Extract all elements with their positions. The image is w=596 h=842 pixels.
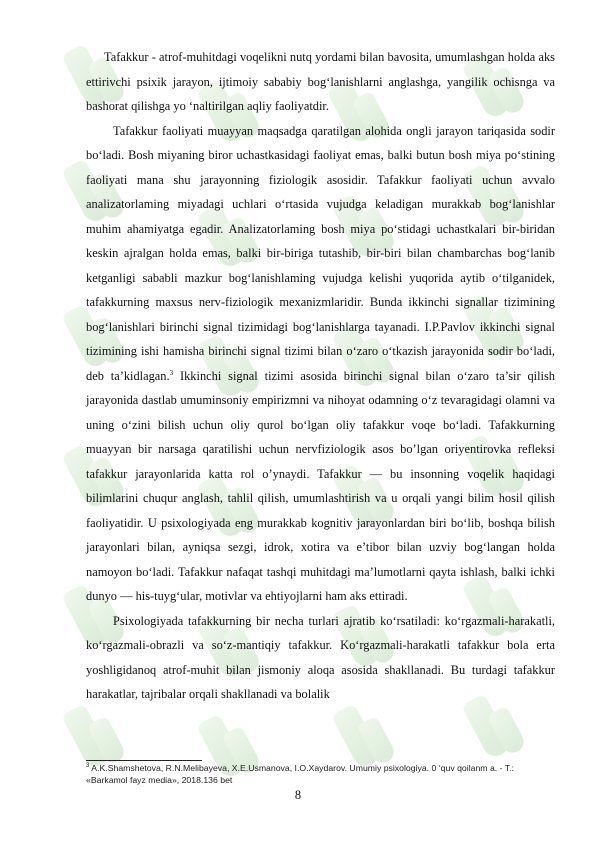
- paragraph-3-text: Psixologiyada tafakkurning bir necha turlari ajratib ko‘rsatiladi: ko‘rgazmali-harakatli, ko‘rgazmali-obrazli va so‘z-mantiqiy tafakkur. Ko‘rgazmali-harakatli tafakkur bola erta yoshligidanoq atrof-muhit bilan jismoniy aloqa asosida shakllanadi. Bu turdagi tafakkur harakatlar, tajribalar orqali shakllanadi va bolalik: [86, 613, 555, 701]
- paragraph-1: [86, 45, 555, 119]
- footnote-reference[interactable]: 3: [169, 368, 174, 377]
- paragraph-3: [86, 609, 555, 707]
- page-number: 8: [294, 788, 302, 802]
- paragraph-2: [86, 119, 555, 609]
- paragraph-2-text: Tafakkur faoliyati muayyan maqsadga qaratilgan alohida ongli jarayon tariqasida sodir bo‘ladi. Bosh miyaning biror uchastkasidagi faoliyat emas, balki butun bosh miya po‘stining faoliyati mana shu jarayonning fiziologik asosidir. Tafakkur faoliyati uchun avvalo analizatorlaming miyadagi uchlari o‘rtasida vujudga keladigan murakkab bog‘lanishlar muhim ahamiyatga egadir. Analizatorlaming bosh miya po‘stidagi uchastkalari bir-biridan keskin ajralgan holda emas, balki bir-biriga tutashib, bir-biri bilan chambarchas bog‘lanib ketganligi sababli mazkur bog‘lanishlaming vujudga kelishi yuqorida aytib o‘tilganidek, tafakkurning maxsus nerv-fiziologik mexanizmlaridir. Bunda ikkinchi signallar tizimining bog‘lanishlari birinchi signal tizimidagi bog‘lanishlarga tayanadi. I.P.Pavlov ikkinchi signal tizimining ishi hamisha birinchi signal tizimi bilan o‘zaro o‘tkazish jarayonida sodir bo‘ladi, deb ta’kidlagan.: [86, 123, 555, 383]
- footnote-number: 3: [86, 763, 90, 770]
- paragraph-1-text: Tafakkur - atrof-muhitdagi voqelikni nutq yordami bilan bavosita, umumlashgan holda aks ettirivchi psixik jarayon, ijtimoiy sababiy bog‘lanishlarni anglashga, yangilik ochisnga va bashorat qilishga yo ‘naltirilgan aqliy faoliyatdir.: [86, 50, 555, 113]
- footnote-text: A.K.Shamshetova, R.N.Melibayeva, X.E.Usmanova, I.O.Xaydarov. Umumiy psixologiya. 0 ‘quv qoilanm a. - T.: «Barkamol fayz media», 2018.136 bet: [86, 763, 514, 785]
- body-text: [86, 45, 555, 707]
- footnote: [86, 762, 526, 786]
- paragraph-2-text-continued: Ikkinchi signal tizimi asosida birinchi signal bilan o‘zaro ta’sir qilish jarayonida dastlab umuminsoniy empirizmni va nihoyat odamning o‘z tevaragidagi olamni va uning o‘zini bilish uchun oliy qurol bo‘lgan oliy tafakkur voqe bo‘ladi. Tafakkurning muayyan bir narsaga qaratilishi uchun nervfiziologik asos bo’lgan oriyentirovka refleksi tafakkur jarayonlarida katta rol o’ynaydi. Tafakkur — bu insonning voqelik haqidagi bilimlarini chuqur anglash, tahlil qilish, umumlashtirish va u orqali yangi bilim hosil qilish faoliyatidir. U psixologiyada eng murakkab kognitiv jarayonlardan biri bo‘lib, boshqa bilish jarayonlari bilan, ayniqsa sezgi, idrok, xotira va e’tibor bilan uzviy bog‘langan holda namoyon bo‘ladi. Tafakkur nafaqat tashqi muhitdagi ma’lumotlarni qayta ishlash, balki ichki dunyo — his-tuyg‘ular, motivlar va ehtiyojlarni ham aks ettiradi.: [86, 368, 555, 603]
- footnote-separator: [86, 760, 202, 761]
